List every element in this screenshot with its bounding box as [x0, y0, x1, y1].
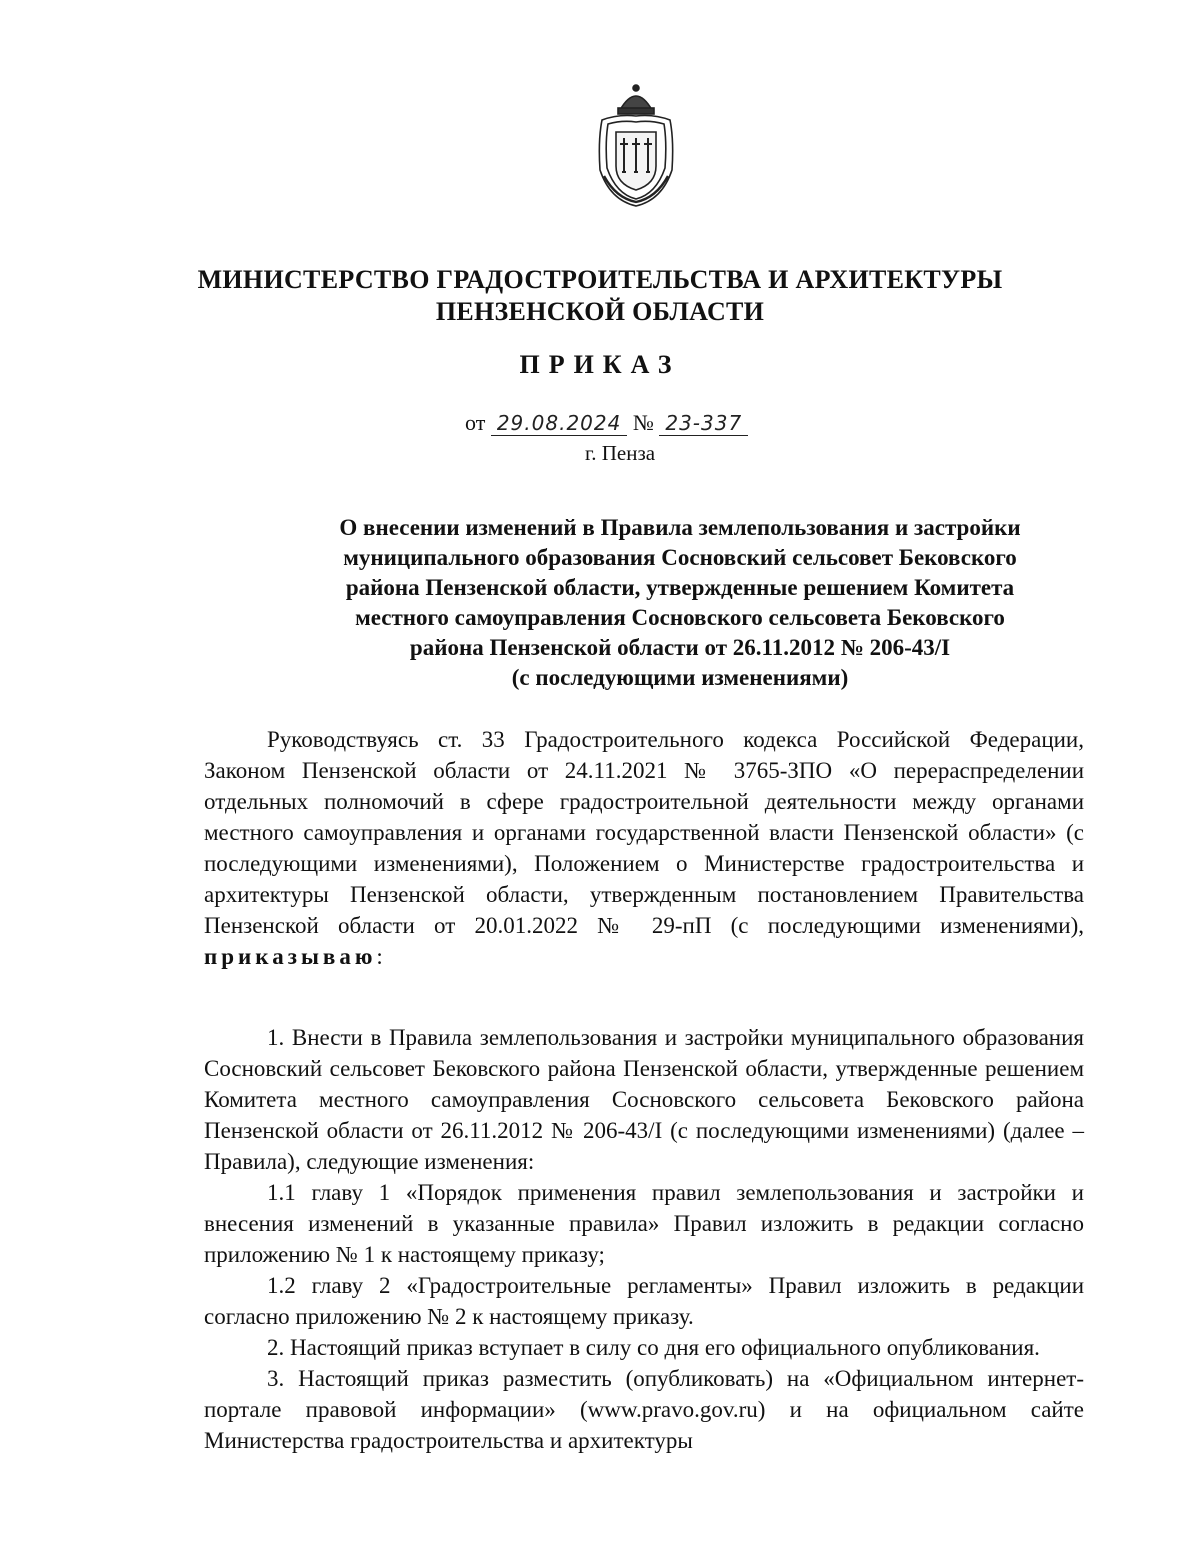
item-3: 3. Настоящий приказ разместить (опубликовать) на «Официальном интернет-портале правовой информации» (www.pravo.gov.ru) и на официальном сайте Министерства градостроительства и архитектуры [204, 1366, 1084, 1453]
title-line-4: местного самоуправления Сосновского сельсовета Бековского [355, 605, 1005, 630]
coat-of-arms-icon [590, 80, 682, 210]
date-number-line [465, 410, 748, 436]
date-prefix: от [465, 410, 486, 435]
number-value: 23-337 [659, 411, 748, 436]
title-line-2: муниципального образования Сосновский сельсовет Бековского [343, 545, 1017, 570]
preamble-end: : [376, 944, 383, 969]
item-1-1: 1.1 главу 1 «Порядок применения правил землепользования и застройки и внесения изменений в указанные правила» Правил изложить в редакции согласно приложению № 1 к настоящему приказу; [204, 1180, 1084, 1267]
title-line-3: района Пензенской области, утвержденные решением Комитета [345, 575, 1015, 600]
ministry-name [150, 264, 1050, 328]
document-type: ПРИКАЗ [519, 350, 681, 379]
item-1-2: 1.2 главу 2 «Градостроительные регламенты» Правил изложить в редакции согласно приложению № 2 к настоящему приказу. [204, 1273, 1084, 1329]
document-title [270, 513, 1090, 693]
title-line-5: района Пензенской области от 26.11.2012 № 206-43/I [409, 635, 951, 660]
date-value: 29.08.2024 [491, 411, 628, 436]
title-line-1: О внесении изменений в Правила землепользования и застройки [339, 515, 1021, 540]
ministry-line-1: МИНИСТЕРСТВО ГРАДОСТРОИТЕЛЬСТВА И АРХИТЕКТУРЫ [197, 265, 1003, 294]
number-prefix: № [632, 410, 654, 435]
title-line-6: (с последующими изменениями) [511, 665, 849, 690]
preamble-text: Руководствуясь ст. 33 Градостроительного кодекса Российской Федерации, Законом Пензенской области от 24.11.2021 № 3765-ЗПО «О перераспределении отдельных полномочий в сфере градостроительной деятельности между органами местного самоуправления и органами государственной власти Пензенской области» (с последующими изменениями), Положением о Министерстве градостроительства и архитектуры Пензенской области, утвержденным постановлением Правительства Пензенской области от 20.01.2022 № 29-пП (с последующими изменениями), [204, 727, 1084, 938]
ministry-line-2: ПЕНЗЕНСКОЙ ОБЛАСТИ [435, 297, 765, 326]
order-items [204, 1022, 1084, 1456]
preamble [204, 724, 1084, 972]
preamble-paragraph [204, 724, 1084, 972]
command-word: приказываю [204, 944, 377, 969]
city: г. Пенза [585, 441, 656, 465]
item-1: 1. Внести в Правила землепользования и застройки муниципального образования Сосновский сельсовет Бековского района Пензенской области, утвержденные решением Комитета местного самоуправления Сосновского сельсовета Бековского района Пензенской области от 26.11.2012 № 206-43/I (с последующими изменениями) (далее – Правила), следующие изменения: [204, 1025, 1084, 1174]
item-2: 2. Настоящий приказ вступает в силу со дня его официального опубликования. [267, 1335, 1040, 1360]
